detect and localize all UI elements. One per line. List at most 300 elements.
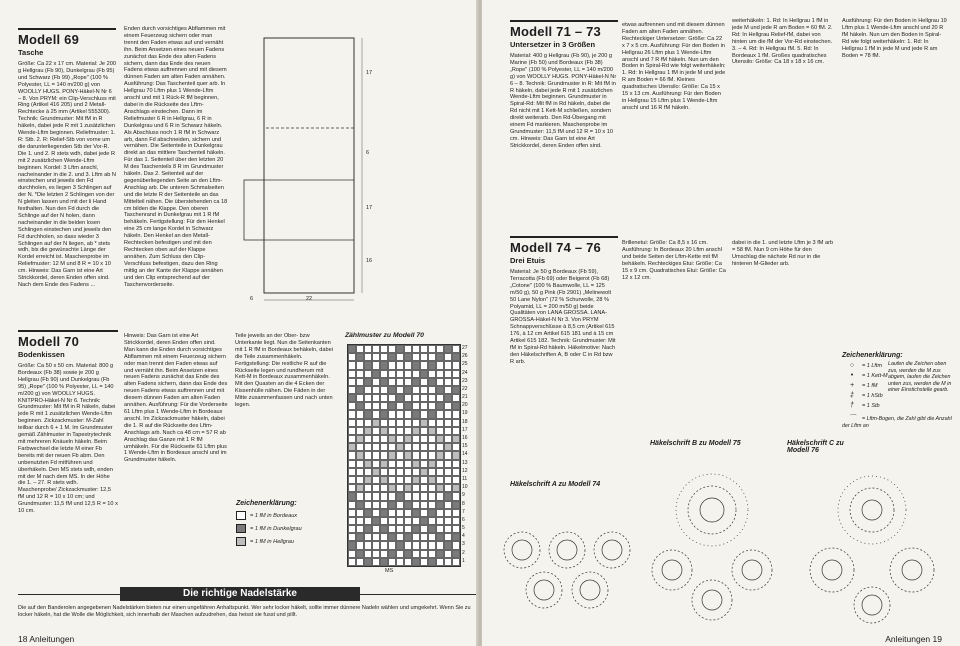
schematic-dim-6: 6 — [250, 296, 254, 302]
left-page — [0, 0, 478, 646]
grid-cell — [348, 386, 356, 394]
grid-cell — [428, 517, 436, 525]
grid-cell — [452, 468, 460, 476]
grid-cell — [452, 435, 460, 443]
grid-cell — [412, 435, 420, 443]
legend2-label: = 1 Lftm — [862, 363, 883, 369]
grid-cell — [444, 353, 452, 361]
grid-cell — [436, 435, 444, 443]
grid-cell — [388, 460, 396, 468]
grid-cell — [380, 476, 388, 484]
grid-cell — [372, 550, 380, 558]
modell69-subtitle: Tasche — [18, 48, 44, 57]
schematic-dim-3: 17 — [366, 205, 373, 211]
grid-cell — [436, 476, 444, 484]
grid-cell — [420, 541, 428, 549]
grid-cell — [364, 492, 372, 500]
row-number: 2 — [462, 549, 465, 556]
grid-cell — [372, 460, 380, 468]
page-number: 19 — [932, 634, 942, 644]
grid-cell — [420, 378, 428, 386]
grid-cell — [428, 402, 436, 410]
grid-cell — [372, 533, 380, 541]
grid-cell — [412, 550, 420, 558]
grid-cell — [404, 410, 412, 418]
grid-cell — [444, 410, 452, 418]
grid-cell — [420, 476, 428, 484]
grid-cell — [404, 443, 412, 451]
grid-cell — [396, 402, 404, 410]
grid-cell — [396, 353, 404, 361]
row-number: 3 — [462, 541, 465, 548]
grid-cell — [436, 460, 444, 468]
grid-cell — [436, 517, 444, 525]
grid-cell — [404, 345, 412, 353]
row-number: 1 — [462, 557, 465, 564]
grid-cell — [428, 492, 436, 500]
grid-cell — [436, 345, 444, 353]
grid-cell — [364, 361, 372, 369]
grid-cell — [356, 378, 364, 386]
grid-cell — [452, 378, 460, 386]
grid-cell — [444, 558, 452, 566]
grid-cell — [452, 501, 460, 509]
grid-cell — [380, 378, 388, 386]
modell69-body: Größe: Ca 22 x 17 cm. Material: Je 200 g Hellgrau (Fb 90), Dunkelgrau (Fb 95) und Schwarz (Fb 99) „Rope" (100 % Polyester, LL = 140 m/200 g) von WOOLLY HUGS. PONY-Häkel-N Nr 6 – 8. Von PRYM: ein Clip-Verschluss mit Ring (Artikel 416 205) und 2 Metall-Rechtecke à 25 mm (Artikel 555300). Technik: Grundmuster: Mit fM in R häkeln, dabei jede R mit 1 zusätzlichen Wende-Lftm beginnen. Reliefmuster: 1. R: Stb. 2. R: Relief-Stb von vorne um die darunterliegenden Stb der Vor-R. Die 1. und 2. R stets wdh, dabei jede R mit 2 zusätzlichen Wende-Lftm beginnen. Kordel: 3 Lftm anschl, nacheinander in die 2. und 3. Lftm ab N einstechen und jeweils den Fd durchholen, es liegen 3 Schlingen auf der N. *Die letzten 2 Schlingen von der N gleiten lassen und mit der li Hand festhalten. Nun den Fd durch die Schlinge auf der N holen, dann nacheinander in die beiden losen Schlingen einstechen und jeweils den Fd durchholen, so dass wieder 3 Schlingen auf der N liegen, ab * stets wdh, bis die gewünschte Länge der Kordel erreicht ist. Maschenprobe im Reliefmuster: 12 M und 8 R = 10 x 10 cm. Hinweis: Das Garn ist eine Art Strickkordel, deren Enden offen sind. Nach dem Ende des Fadens ... — [18, 61, 116, 288]
grid-cell — [388, 533, 396, 541]
modell71-subtitle: Untersetzer in 3 Größen — [510, 40, 596, 49]
grid-cell — [364, 443, 372, 451]
grid-cell — [404, 541, 412, 549]
grid-cell — [396, 558, 404, 566]
grid-cell — [436, 492, 444, 500]
grid-cell — [372, 435, 380, 443]
grid-cell — [348, 501, 356, 509]
modell69-block — [18, 28, 116, 329]
grid-cell — [444, 370, 452, 378]
grid-cell — [404, 419, 412, 427]
grid-cell — [428, 443, 436, 451]
grid-cell — [356, 361, 364, 369]
grid-cell — [420, 460, 428, 468]
grid-cell — [356, 345, 364, 353]
legend-block — [236, 500, 336, 550]
bag-schematic-drawing — [236, 30, 376, 305]
legend2-item — [842, 361, 888, 371]
grid-cell — [404, 435, 412, 443]
grid-cell — [404, 501, 412, 509]
grid-cell — [452, 492, 460, 500]
grid-cell — [420, 435, 428, 443]
grid-cell — [452, 361, 460, 369]
grid-cell — [444, 443, 452, 451]
grid-cell — [420, 533, 428, 541]
grid-cell — [404, 476, 412, 484]
grid-cell — [412, 517, 420, 525]
modell74-col2: Brillenetui: Größe: Ca 8,5 x 16 cm. Ausführung: In Bordeaux 20 Lftm anschl und beide Seiten der Lftm-Kette mit fM behäkeln. Rechteckiges Etui: Größe: Ca 15 x 9 cm. Quadratisches Etui: Größe: Ca 12 x 12 cm. — [622, 240, 726, 281]
section-rule — [510, 20, 618, 22]
grid-cell — [348, 419, 356, 427]
grid-cell — [404, 509, 412, 517]
legend2-item — [842, 413, 954, 429]
modell71-col3: weiterhäkeln: 1. Rd: In Hellgrau 1 fM in jede M und jede R am Boden = 60 fM. 2. Rd: In Hellgrau Relief-fM, dabei von hinten um die fM der Vor-Rd einstechen. 3. – 4. Rd: In Hellgrau fM. 5. Rd: In Bordeaux 1 fM. Großes quadratisches Utensilo: Größe: Ca 18 x 18 x 16 cm. — [732, 18, 833, 66]
grid-cell — [388, 517, 396, 525]
grid-cell — [388, 492, 396, 500]
grid-cell — [428, 509, 436, 517]
grid-cell — [412, 394, 420, 402]
grid-cell — [428, 476, 436, 484]
row-number: 14 — [462, 451, 468, 458]
grid-cell — [380, 435, 388, 443]
grid-cell — [372, 386, 380, 394]
grid-cell — [404, 402, 412, 410]
grid-cell — [356, 419, 364, 427]
grid-cell — [396, 468, 404, 476]
grid-cell — [372, 468, 380, 476]
grid-cell — [420, 370, 428, 378]
grid-cell — [404, 492, 412, 500]
row-number: 24 — [462, 369, 468, 376]
grid-cell — [372, 484, 380, 492]
grid-cell — [396, 394, 404, 402]
grid-cell — [356, 501, 364, 509]
grid-cell — [380, 484, 388, 492]
modell71-col4: Ausführung: Für den Boden in Hellgrau 19 Lftm plus 1 Wende-Lftm anschl und 20 R fM häkeln. Nun um den Boden in Spiral-Rd wie folgt weiterhäkeln: 1. Rd: In Hellgrau 1 fM in jede M und jede R am Boden = 78 fM. — [842, 18, 947, 59]
grid-cell — [380, 558, 388, 566]
modell71-title: Modell 71 – 73 — [510, 24, 601, 39]
grid-cell — [396, 460, 404, 468]
half-double-icon: ‡ — [850, 392, 854, 399]
grid-cell — [388, 550, 396, 558]
row-number: 20 — [462, 402, 468, 409]
grid-cell — [396, 533, 404, 541]
legend2-block — [842, 352, 954, 429]
grid-cell — [364, 558, 372, 566]
grid-cell — [428, 550, 436, 558]
grid-cell — [452, 533, 460, 541]
grid-cell — [412, 402, 420, 410]
grid-cell — [420, 468, 428, 476]
right-page — [482, 0, 960, 646]
grid-cell — [388, 435, 396, 443]
grid-cell — [396, 370, 404, 378]
legend2-item — [842, 381, 888, 391]
zaehlmuster-row-numbers — [462, 344, 474, 565]
grid-cell — [412, 378, 420, 386]
modell74-block — [510, 236, 618, 419]
banner: Die richtige Nadelstärke — [120, 587, 360, 601]
grid-cell — [348, 410, 356, 418]
grid-cell — [412, 345, 420, 353]
grid-cell — [452, 509, 460, 517]
grid-cell — [388, 410, 396, 418]
row-number: 15 — [462, 443, 468, 450]
grid-cell — [404, 378, 412, 386]
schematic-dim-2: 6 — [366, 150, 370, 156]
grid-cell — [348, 402, 356, 410]
grid-cell — [436, 550, 444, 558]
grid-cell — [428, 410, 436, 418]
row-number: 6 — [462, 516, 465, 523]
grid-cell — [364, 501, 372, 509]
row-number: 9 — [462, 492, 465, 499]
grid-cell — [396, 386, 404, 394]
grid-cell — [428, 533, 436, 541]
grid-cell — [396, 410, 404, 418]
grid-cell — [364, 394, 372, 402]
grid-cell — [380, 443, 388, 451]
grid-cell — [420, 345, 428, 353]
grid-cell — [364, 541, 372, 549]
grid-cell — [388, 419, 396, 427]
grid-cell — [428, 394, 436, 402]
grid-cell — [436, 419, 444, 427]
grid-cell — [356, 410, 364, 418]
grid-cell — [364, 353, 372, 361]
schematic-dim-4: 16 — [366, 258, 373, 264]
grid-cell — [372, 361, 380, 369]
grid-cell — [348, 550, 356, 558]
grid-cell — [444, 394, 452, 402]
diagram-c — [810, 476, 934, 623]
grid-cell — [452, 419, 460, 427]
grid-cell — [396, 501, 404, 509]
grid-cell — [372, 525, 380, 533]
grid-cell — [380, 460, 388, 468]
grid-cell — [388, 370, 396, 378]
grid-cell — [356, 541, 364, 549]
chain-arc-icon: ⌒ — [848, 415, 856, 422]
grid-cell — [436, 353, 444, 361]
grid-cell — [356, 460, 364, 468]
grid-cell — [380, 451, 388, 459]
grid-cell — [348, 484, 356, 492]
grid-cell — [420, 558, 428, 566]
grid-cell — [388, 345, 396, 353]
grid-cell — [372, 492, 380, 500]
grid-cell — [404, 558, 412, 566]
grid-cell — [388, 501, 396, 509]
grid-cell — [388, 386, 396, 394]
grid-cell — [444, 419, 452, 427]
grid-cell — [372, 443, 380, 451]
page-number-left — [18, 634, 74, 644]
grid-cell — [388, 427, 396, 435]
grid-cell — [372, 419, 380, 427]
grid-cell — [412, 427, 420, 435]
grid-cell — [404, 370, 412, 378]
diagram-b — [652, 474, 772, 620]
grid-cell — [444, 345, 452, 353]
grid-cell — [452, 443, 460, 451]
grid-cell — [420, 484, 428, 492]
grid-cell — [388, 476, 396, 484]
grid-cell — [348, 427, 356, 435]
grid-cell — [372, 345, 380, 353]
grid-cell — [412, 410, 420, 418]
grid-cell — [364, 509, 372, 517]
grid-cell — [420, 419, 428, 427]
grid-cell — [452, 517, 460, 525]
grid-cell — [356, 427, 364, 435]
grid-cell — [372, 501, 380, 509]
grid-cell — [428, 484, 436, 492]
grid-cell — [428, 435, 436, 443]
grid-cell — [396, 451, 404, 459]
grid-cell — [444, 402, 452, 410]
grid-cell — [452, 370, 460, 378]
grid-cell — [372, 353, 380, 361]
row-number: 11 — [462, 475, 468, 482]
zaehlmuster-title: Zählmuster zu Modell 70 — [345, 332, 424, 339]
legend2-label: = Lftm-Bogen, die Zahl gibt die Anzahl der Lftm an — [842, 416, 952, 429]
grid-cell — [420, 451, 428, 459]
zaehlmuster — [345, 332, 475, 577]
row-number: 16 — [462, 435, 468, 442]
row-number: 27 — [462, 345, 468, 351]
grid-cell — [388, 402, 396, 410]
grid-cell — [356, 370, 364, 378]
section-rule — [18, 28, 116, 30]
grid-cell — [444, 525, 452, 533]
grid-cell — [444, 476, 452, 484]
modell70-hinweis: Hinweis: Das Garn ist eine Art Strickkordel, deren Enden offen sind. Man kann die Enden durch vorsichtiges Abflammen mit einem Feuerzeug sichern oder man trennt den Faden etwas auf und vernäht ihn. Beim Ansetzen eines neuen Fadens zunächst das Ende des alten Fadens sichern, dann das Ende des neuen Fadens etwas auftrennen und mit diesem dünnen Faden am alten Faden annähen. Ausführung: Für die Vorderseite 61 Lftm plus 1 Wende-Lftm in Bordeaux anschl. Im Zickzackmuster häkeln, dabei die 1. R auf die Rückseite des Lftm-Anschlags arb. Nach ca 48 cm = 57 R ab Anschlag das Ganze mit 1 R fM umhäkeln. Für die Rückseite 61 Lftm plus 1 Wende-Lftm in Bordeaux anschl und im Grundmuster häkeln. — [124, 333, 228, 464]
grid-cell — [364, 419, 372, 427]
grid-cell — [436, 386, 444, 394]
grid-cell — [444, 451, 452, 459]
legend-swatch — [236, 511, 246, 520]
modell74-title: Modell 74 – 76 — [510, 240, 601, 255]
diagram-b-title: Häkelschrift B zu Modell 75 — [650, 440, 741, 447]
grid-cell — [380, 361, 388, 369]
grid-cell — [420, 427, 428, 435]
grid-cell — [356, 468, 364, 476]
grid-cell — [396, 509, 404, 517]
grid-cell — [348, 517, 356, 525]
grid-cell — [348, 378, 356, 386]
legend2-item — [842, 391, 888, 401]
modell69-continued: Enden durch vorsichtiges Abflammen mit einem Feuerzeug sichern oder man trennt den Faden etwas auf und vernäht ihn. Beim Ansetzen eines neuen Fadens zunächst das Ende des alten Fadens sichern, dann das Ende des neuen Fadens etwas auftrennen und mit diesem dünnen Faden am alten Faden annähen. Ausführung: Das Taschenteil quer arb. In Hellgrau 70 Lftm plus 1 Wende-Lftm anschl und mit 1 Rück-R fM beginnen, dabei in die Rückseite des Lftm-Anschlags einstechen. Dann im Reliefmuster 6 R in Hellgrau, 6 R in Dunkelgrau und 6 R in Schwarz häkeln. Als Abschluss noch 1 R fM in Schwarz arb, dann Fd abschneiden, sichern und vernähen. Die Seitenteile in Dunkelgrau direkt an das mittlere Taschenteil häkeln. Für das 1. Seitenteil über den letzten 20 M des Taschenteils 8 R im Grundmuster häkeln. Das 2. Seitenteil auf der gegenüberliegenden Seite an den Lftm-Anschlag arb. Die unteren Schmalseiten und die letzte R der Seitenteile an das Mittelteil nähen. Die überstehenden ca 18 cm bilden die Klappe. Den oberen Taschenrand in Dunkelgrau mit 1 R fM behäkeln. Fertigstellung: Für den Henkel eine 25 cm lange Kordel in Schwarz häkeln. Den Henkel an den Metall-Rechtecken befestigen und mit den Rechtecken oben auf der Klappe annähen. Zum Schluss den Clip-Verschluss befestigen, dazu den Ring mittig an der Kante der Klappe annähen und den Clip entsprechend auf der Taschenvorderseite. — [124, 26, 228, 288]
modell70-block — [18, 330, 118, 581]
grid-cell — [348, 492, 356, 500]
grid-cell — [428, 386, 436, 394]
grid-cell — [388, 353, 396, 361]
grid-cell — [396, 517, 404, 525]
grid-cell — [396, 345, 404, 353]
grid-cell — [364, 533, 372, 541]
grid-cell — [396, 419, 404, 427]
grid-cell — [452, 386, 460, 394]
row-number: 26 — [462, 353, 468, 360]
row-number: 7 — [462, 508, 465, 515]
row-number: 10 — [462, 484, 468, 491]
grid-cell — [348, 476, 356, 484]
grid-cell — [372, 558, 380, 566]
grid-cell — [396, 443, 404, 451]
grid-cell — [404, 451, 412, 459]
legend-swatch — [236, 524, 246, 533]
grid-cell — [388, 361, 396, 369]
grid-cell — [428, 427, 436, 435]
diagram-a — [504, 532, 630, 608]
grid-cell — [372, 402, 380, 410]
grid-cell — [404, 460, 412, 468]
bag-schematic — [236, 30, 376, 305]
grid-cell — [412, 533, 420, 541]
grid-cell — [404, 484, 412, 492]
grid-cell — [348, 394, 356, 402]
grid-cell — [364, 468, 372, 476]
slip-stitch-icon: • — [850, 372, 854, 379]
legend2-item — [842, 401, 888, 411]
grid-cell — [436, 402, 444, 410]
legend-item — [236, 511, 336, 520]
grid-cell — [356, 558, 364, 566]
grid-cell — [356, 386, 364, 394]
page-number-right — [885, 634, 942, 644]
grid-cell — [364, 386, 372, 394]
modell70-col3: Teile jeweils an der Ober- bzw Unterkante liegt. Nun die Seitenkanten mit 1 R fM in Bordeaux behäkeln, dabei die Teile zusammenhäkeln. Fertigstellung: Die restliche R auf die Rückseite legen und rundherum mit Kett-M in Bordeaux zusammenhäkeln. Mit den Quasten an die 4 Ecken der Kissenhülle nähen. Die Fäden in der Mitte zusammenfassen und nach unten legen. — [235, 333, 333, 409]
grid-cell — [436, 525, 444, 533]
legend-item — [236, 537, 336, 546]
grid-cell — [404, 468, 412, 476]
grid-cell — [420, 386, 428, 394]
grid-cell — [380, 501, 388, 509]
grid-cell — [356, 476, 364, 484]
grid-cell — [452, 345, 460, 353]
grid-cell — [452, 402, 460, 410]
modell70-subtitle: Bodenkissen — [18, 350, 65, 359]
grid-cell — [412, 468, 420, 476]
modell74-subtitle: Drei Etuis — [510, 256, 546, 265]
grid-cell — [436, 394, 444, 402]
row-number: 23 — [462, 377, 468, 384]
grid-cell — [436, 468, 444, 476]
grid-cell — [364, 451, 372, 459]
grid-cell — [444, 460, 452, 468]
modell70-body: Größe: Ca 50 x 50 cm. Material: 800 g Bordeaux (Fb 38) sowie je 200 g Hellgrau (Fb 90) und Dunkelgrau (Fb 95) „Rope" (100 % Polyester, LL = 140 m/200 g) von WOOLLY HUGS. KNITPRO-Häkel-N Nr 6. Technik: Grundmuster: Mit fM in R häkeln, dabei jede R mit 1 zusätzlichen Wende-Lftm beginnen. Zickzackmuster: M-Zahl teilbar durch 6 + 1 M. Im Grundmuster gemäß Zählmuster in Tapestrytechnik mit mehreren Knäueln häkeln. Beim Farbwechsel die letzte M einer Fb bereits mit der neuen Fb abm. Den unbenutzten Fd mitführen und überhäkeln. Den MS stets wdh, enden mit der M nach dem MS. In der Höhe die 1. – 27. R stets wdh. Maschenprobe/ Zickzackmuster: 12,5 fM und 12 R = 10 x 10 cm; und Grundmuster: 11,5 fM und 12,5 R = 10 x 10 cm. — [18, 363, 118, 515]
grid-cell — [412, 558, 420, 566]
grid-cell — [348, 443, 356, 451]
row-number: 4 — [462, 533, 465, 540]
grid-cell — [396, 476, 404, 484]
grid-cell — [388, 541, 396, 549]
grid-cell — [348, 361, 356, 369]
modell74-body: Material: Je 50 g Bordeaux (Fb 59), Terracotta (Fb 69) oder Beigerot (Fb 68) „Cotone" (100 % Baumwolle, LL = 125 m/50 g), 50 g Pink (Fb 2901) „Melinewolt 50 Lane Nylon" (72 % Schurwolle, 28 % Polyamid, LL = 200 m/50 g) beide Qualitäten von LANA GROSSA. LANA-GROSSA-Häkel-N Nr 3. Von PRYM Schnappverschlüsse à 8,5 cm (Artikel 615 176, à 12 cm Artikel 615 181 und à 15 cm Artikel 615 182. Technik: Grundmuster: Mit fM in Spiral-Rd häkeln. Häkelmotive: Nach den Häkelschriften A, B oder C in Rd bzw R arb. — [510, 269, 616, 365]
grid-cell — [356, 394, 364, 402]
grid-cell — [420, 509, 428, 517]
grid-cell — [380, 550, 388, 558]
grid-cell — [412, 525, 420, 533]
grid-cell — [436, 378, 444, 386]
grid-cell — [436, 443, 444, 451]
grid-cell — [412, 419, 420, 427]
grid-cell — [412, 361, 420, 369]
grid-cell — [412, 451, 420, 459]
grid-cell — [372, 517, 380, 525]
grid-cell — [388, 451, 396, 459]
section-rule — [510, 236, 618, 238]
grid-cell — [372, 394, 380, 402]
grid-cell — [404, 550, 412, 558]
legend2-label: = 1 Stb — [862, 403, 880, 409]
grid-cell — [364, 378, 372, 386]
modell71-block — [510, 20, 618, 238]
grid-cell — [428, 541, 436, 549]
grid-cell — [428, 370, 436, 378]
grid-cell — [364, 476, 372, 484]
grid-cell — [444, 550, 452, 558]
